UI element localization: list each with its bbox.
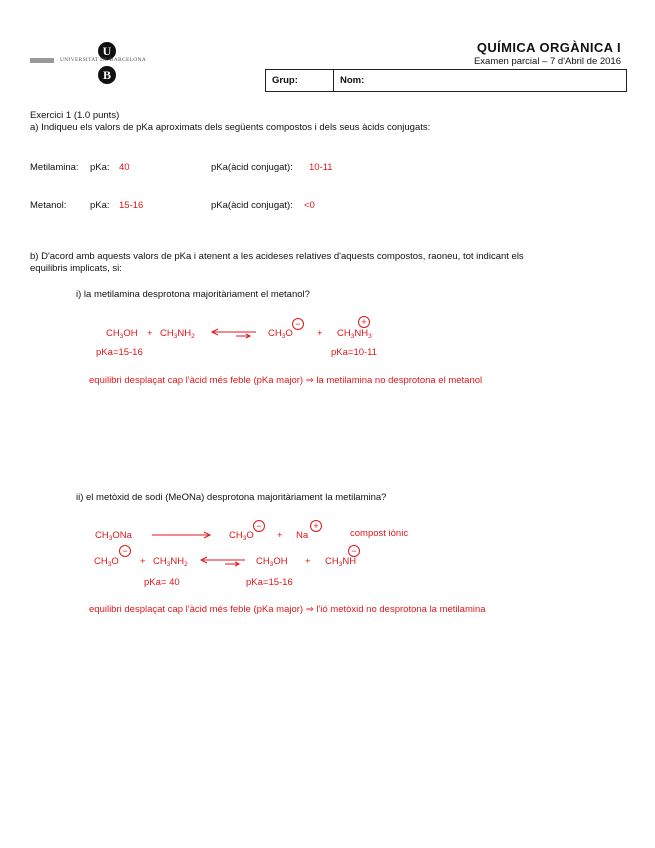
eq1-plus-2: + — [317, 328, 323, 339]
eq3-methanol: $CH_3OH$ — [256, 556, 288, 568]
eq1-equilibrium-arrow — [210, 328, 258, 340]
eq1-minus-charge: − — [292, 318, 304, 330]
student-info-table — [265, 69, 627, 92]
row-conj-label-2: pKa(àcid conjugat): — [211, 200, 293, 211]
eq2-plus-charge: + — [310, 520, 322, 532]
row-conj-value-1: 10-11 — [309, 162, 333, 173]
exam-subtitle: Examen parcial – 7 d'Abril de 2016 — [473, 56, 621, 67]
university-logo — [30, 42, 160, 86]
eq1-plus-1: + — [147, 328, 153, 339]
eq2-ionic-note: compost iònic — [350, 528, 409, 539]
part-b-question-line1: b) D'acord amb aquests valors de pKa i atenent a les acideses relatives d'aquests compostos, raoneu, tot indicant els — [30, 251, 524, 262]
question-ii: ii) el metòxid de sodi (MeONa) desprotona majoritàriament la metilamina? — [76, 492, 387, 503]
eq3-plus-2: + — [305, 556, 311, 567]
eq1-methoxide: $CH_3O$ — [268, 328, 293, 340]
row-compound-2: Metanol: — [30, 200, 67, 211]
logo-circle-u: U — [98, 42, 116, 60]
row-pka-value-2: 15-16 — [119, 200, 144, 211]
logo-mark-left — [30, 58, 54, 63]
eq2-methoxide: $CH_3O$ — [229, 530, 254, 542]
eq2-conclusion: equilibri desplaçat cap l'àcid més feble (pKa major) ⇒ l'ió metòxid no desprotona la metilamina — [89, 604, 486, 615]
row-conj-value-2: <0 — [304, 200, 315, 211]
eq3-pka-left: pKa= 40 — [144, 577, 180, 588]
eq3-methoxide: $CH_3O$ — [94, 556, 119, 568]
logo-circle-b: B — [98, 66, 116, 84]
eq3-methylamine: $CH_3NH_2$ — [153, 556, 188, 568]
exercise-title: Exercici 1 (1.0 punts) — [30, 110, 120, 121]
part-a-question: a) Indiqueu els valors de pKa aproximats dels següents compostos i dels seus àcids conjugats: — [30, 122, 431, 133]
eq1-methylammonium: $CH_3NH_3$ — [337, 328, 372, 340]
eq3-plus-1: + — [140, 556, 146, 567]
row-conj-label-1: pKa(àcid conjugat): — [211, 162, 293, 173]
row-compound-1: Metilamina: — [30, 162, 79, 173]
eq1-methanol: $CH_3OH$ — [106, 328, 138, 340]
eq3-pka-right: pKa=15-16 — [246, 577, 293, 588]
eq1-pka-right: pKa=10-11 — [331, 347, 378, 358]
university-name: UNIVERSITAT DE BARCELONA — [60, 57, 147, 63]
eq2-sodium-methoxide: $CH_3ONa$ — [95, 530, 132, 542]
eq3-methylamide: $CH_3NH$ — [325, 556, 357, 568]
course-title: QUÍMICA ORGÀNICA I — [476, 40, 621, 55]
eq3-equilibrium-arrow — [199, 556, 247, 568]
grup-field[interactable]: Grup: — [266, 70, 334, 92]
eq1-plus-charge: + — [358, 316, 370, 328]
row-pka-label-1: pKa: — [90, 162, 110, 173]
question-i: i) la metilamina desprotona majoritàriament el metanol? — [76, 289, 310, 300]
eq1-methylamine: $CH_3NH_2$ — [160, 328, 195, 340]
eq2-dissociation-arrow — [150, 530, 212, 540]
eq2-minus-charge: − — [253, 520, 265, 532]
eq3-minus-charge: − — [119, 545, 131, 557]
eq1-conclusion: equilibri desplaçat cap l'àcid més feble (pKa major) ⇒ la metilamina no desprotona el metanol — [89, 375, 483, 386]
row-pka-label-2: pKa: — [90, 200, 110, 211]
nom-field[interactable]: Nom: — [334, 70, 627, 92]
eq2-sodium: Na — [296, 530, 309, 541]
part-b-question-line2: equilibris implicats, si: — [30, 263, 122, 274]
eq2-plus-1: + — [277, 530, 283, 541]
eq1-pka-left: pKa=15-16 — [96, 347, 143, 358]
row-pka-value-1: 40 — [119, 162, 130, 173]
eq3-minus-charge-2: − — [348, 545, 360, 557]
